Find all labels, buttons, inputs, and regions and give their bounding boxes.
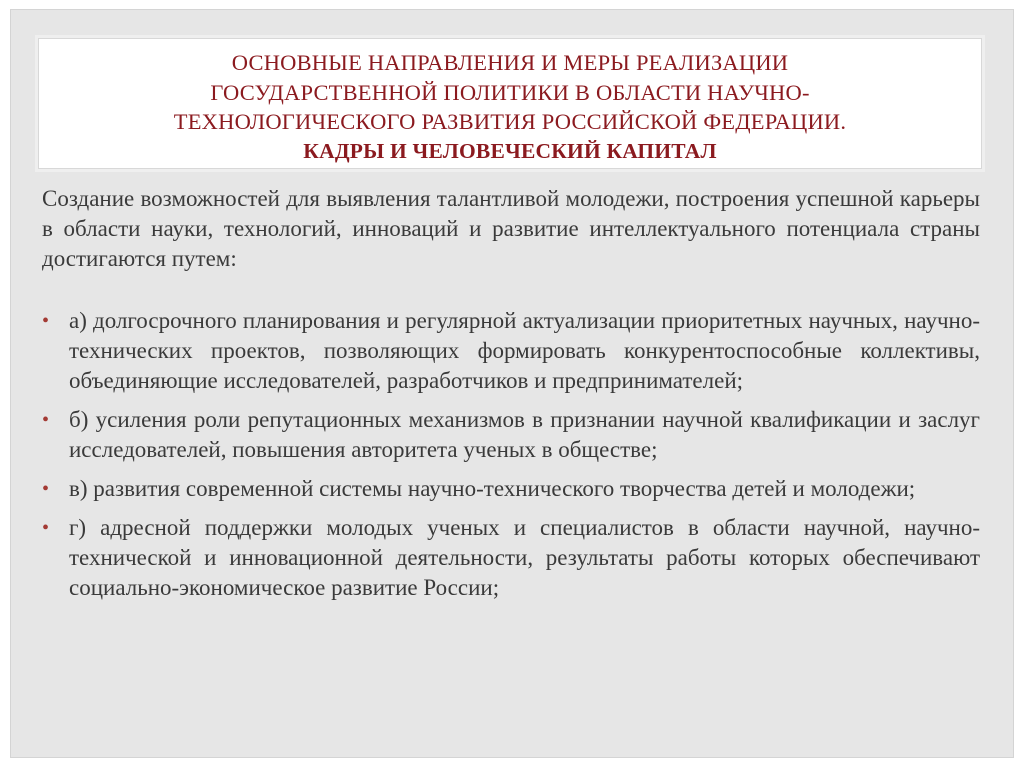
bullet-item-b	[42, 405, 980, 465]
bullet-text: в) развития современной системы научно-технического творчества детей и молодежи;	[69, 476, 916, 501]
bullet-dot-icon: •	[42, 409, 50, 431]
title-line-3: ТЕХНОЛОГИЧЕСКОГО РАЗВИТИЯ РОССИЙСКОЙ ФЕДЕРАЦИИ.	[173, 109, 847, 134]
bullet-text: б) усиления роли репутационных механизмов в признании научной квалификации и заслуг исследователей, повышения авторитета ученых в обществе;	[69, 407, 980, 462]
bullet-dot-icon: •	[42, 517, 50, 539]
slide-content	[42, 184, 980, 612]
bullet-item-a	[42, 306, 980, 396]
title-line-2: ГОСУДАРСТВЕННОЙ ПОЛИТИКИ В ОБЛАСТИ НАУЧНО-	[210, 79, 810, 105]
bullet-dot-icon: •	[42, 310, 50, 332]
bullet-dot-icon: •	[42, 478, 50, 500]
bullet-text: г) адресной поддержки молодых ученых и специалистов в области научной, научно-технической и инновационной деятельности, результаты работы которых обеспечивают социально-экономическое развитие России;	[69, 515, 980, 600]
bullet-text: а) долгосрочного планирования и регулярной актуализации приоритетных научных, научно-технических проектов, позволяющих формировать конкурентоспособные коллективы, объединяющие исследователей, разработчиков и предпринимателей;	[69, 308, 980, 393]
bullet-list	[42, 306, 980, 603]
slide-subtitle: КАДРЫ И ЧЕЛОВЕЧЕСКИЙ КАПИТАЛ	[303, 138, 717, 163]
bullet-item-v	[42, 474, 980, 504]
title-box	[38, 38, 982, 169]
intro-paragraph: Создание возможностей для выявления талантливой молодежи, построения успешной карьеры в области науки, технологий, инноваций и развитие интеллектуального потенциала страны достигаются путем:	[42, 186, 980, 271]
bullet-item-g	[42, 513, 980, 603]
title-line-1: ОСНОВНЫЕ НАПРАВЛЕНИЯ И МЕРЫ РЕАЛИЗАЦИИ	[231, 50, 789, 75]
